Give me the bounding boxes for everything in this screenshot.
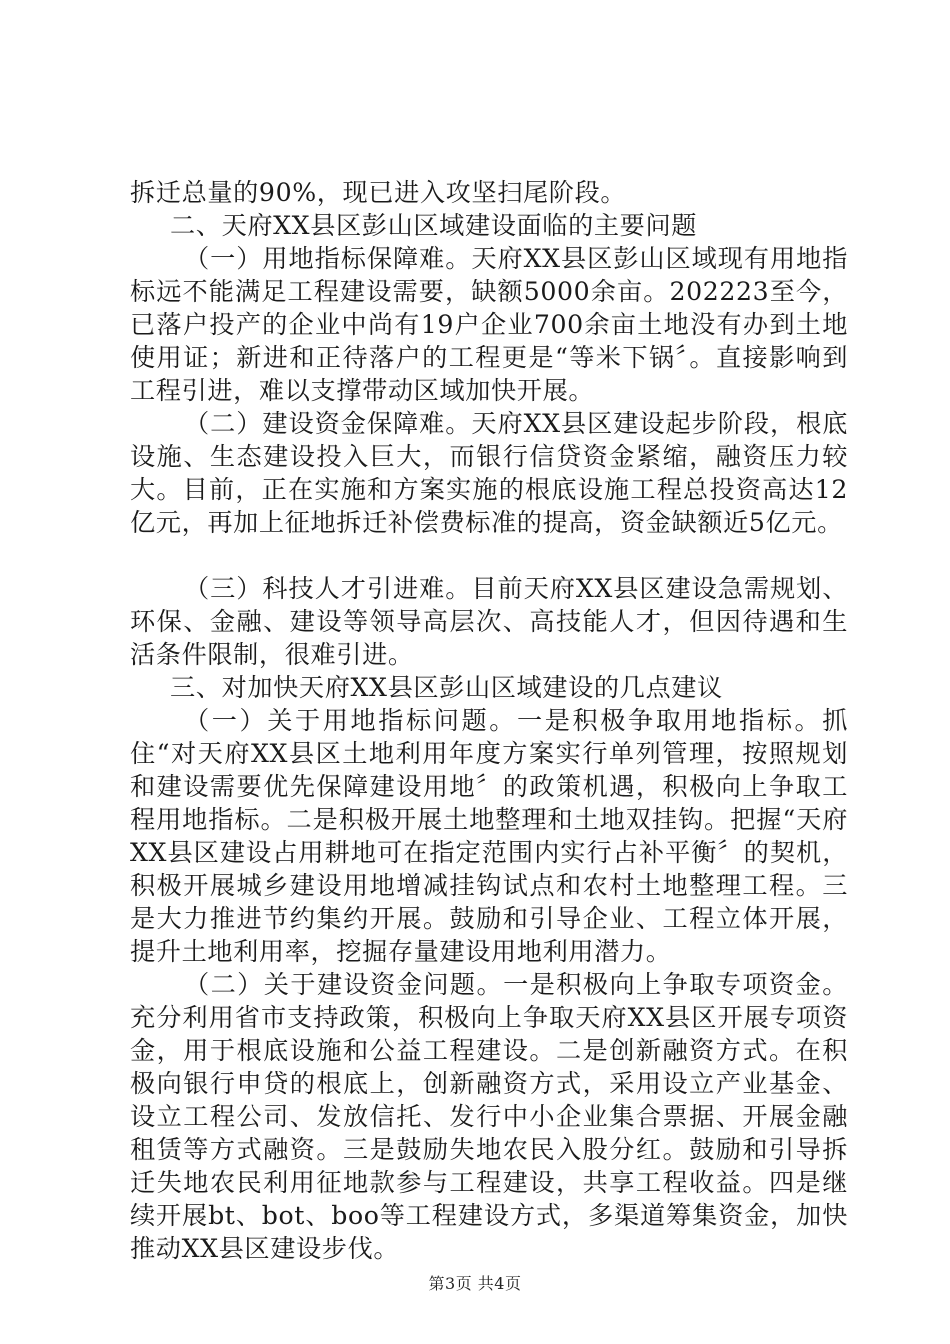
paragraph-land-quota-problem: （一）用地指标保障难。天府XX县区彭山区域现有用地指标远不能满足工程建设需要，缺额5000余亩。202223至今，已落户投产的企业中尚有19户企业700余亩土地没有办到土地使用证；新进和正待落户的工程更是“等米下锅〞。直接影响到工程引进，难以支撑带动区域加快开展。 bbox=[130, 244, 848, 405]
document-body bbox=[130, 176, 848, 1265]
paragraph-funding-suggestion: （二）关于建设资金问题。一是积极向上争取专项资金。充分利用省市支持政策，积极向上争取天府XX县区开展专项资金，用于根底设施和公益工程建设。二是创新融资方式。在积极向银行申贷的根底上，创新融资方式，采用设立产业基金、设立工程公司、发放信托、发行中小企业集合票据、开展金融租赁等方式融资。三是鼓励失地农民入股分红。鼓励和引导拆迁失地农民利用征地款参与工程建设，共享工程收益。四是继续开展bt、bot、boo等工程建设方式，多渠道筹集资金，加快推动XX县区建设步伐。 bbox=[130, 970, 848, 1263]
paragraph-gap bbox=[130, 539, 848, 572]
paragraph-talent-problem: （三）科技人才引进难。目前天府XX县区建设急需规划、环保、金融、建设等领导高层次、高技能人才，但因待遇和生活条件限制，很难引进。 bbox=[130, 574, 848, 669]
paragraph-continuation: 拆迁总量的90%，现已进入攻坚扫尾阶段。 bbox=[130, 178, 627, 207]
section-heading-suggestions: 三、对加快天府XX县区彭山区域建设的几点建议 bbox=[170, 673, 723, 702]
page-number-footer: 第3页 共4页 bbox=[428, 1274, 522, 1293]
paragraph-funding-problem: （二）建设资金保障难。天府XX县区建设起步阶段，根底设施、生态建设投入巨大，而银行信贷资金紧缩，融资压力较大。目前，正在实施和方案实施的根底设施工程总投资高达12亿元，再加上征地拆迁补偿费标准的提高，资金缺额近5亿元。 bbox=[130, 409, 848, 537]
paragraph-land-quota-suggestion: （一）关于用地指标问题。一是积极争取用地指标。抓住“对天府XX县区土地利用年度方案实行单列管理，按照规划和建设需要优先保障建设用地〞的政策机遇，积极向上争取工程用地指标。二是积极开展土地整理和土地双挂钩。把握“天府XX县区建设占用耕地可在指定范围内实行占补平衡〞的契机，积极开展城乡建设用地增减挂钩试点和农村土地整理工程。三是大力推进节约集约开展。鼓励和引导企业、工程立体开展，提升土地利用率，挖掘存量建设用地利用潜力。 bbox=[130, 706, 848, 966]
section-heading-problems: 二、天府XX县区彭山区域建设面临的主要问题 bbox=[170, 211, 698, 240]
